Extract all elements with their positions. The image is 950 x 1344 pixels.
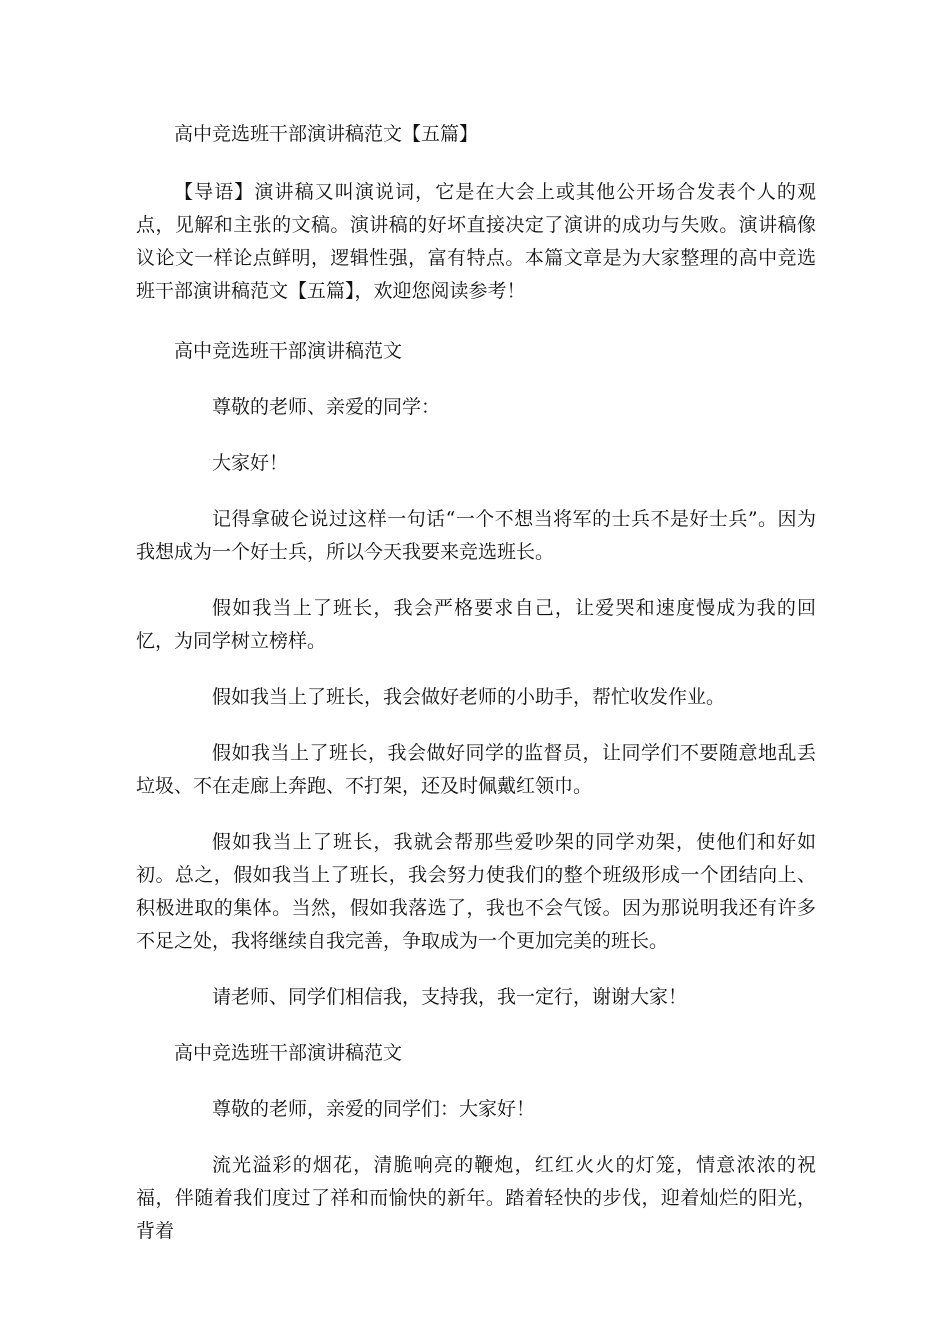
body-paragraph: 假如我当上了班长，我会做好老师的小助手，帮忙收发作业。 xyxy=(212,686,726,708)
body-paragraph: 假如我当上了班长，我会严格要求自己，让爱哭和速度慢成为我的回忆，为同学树立榜样。 xyxy=(136,597,816,652)
document-body xyxy=(136,118,816,1271)
document-title: 高中竞选班干部演讲稿范文【五篇】 xyxy=(174,123,479,145)
salutation: 尊敬的老师、亲爱的同学： xyxy=(212,396,441,418)
body-paragraph: 记得拿破仑说过这样一句话“一个不想当将军的士兵不是好士兵”。因为我想成为一个好士兵，所以今天我要来竞选班长。 xyxy=(136,508,816,563)
body-paragraph: 流光溢彩的烟花，清脆响亮的鞭炮，红红火火的灯笼，情意浓浓的祝福，伴随着我们度过了祥和而愉快的新年。踏着轻快的步伐，迎着灿烂的阳光，背着 xyxy=(136,1154,816,1242)
section-heading: 高中竞选班干部演讲稿范文 xyxy=(174,1042,403,1064)
body-paragraph: 假如我当上了班长，我就会帮那些爱吵架的同学劝架，使他们和好如初。总之，假如我当上了班长，我会努力使我们的整个班级形成一个团结向上、积极进取的集体。当然，假如我落选了，我也不会气馁。因为那说明我还有许多不足之处，我将继续自我完善，争取成为一个更加完美的班长。 xyxy=(136,831,816,952)
section-heading: 高中竞选班干部演讲稿范文 xyxy=(174,340,403,362)
salutation: 尊敬的老师，亲爱的同学们：大家好！ xyxy=(212,1098,536,1120)
closing-paragraph: 请老师、同学们相信我，支持我，我一定行，谢谢大家！ xyxy=(212,986,688,1008)
greeting: 大家好！ xyxy=(212,452,289,474)
body-paragraph: 假如我当上了班长，我会做好同学的监督员，让同学们不要随意地乱丢垃圾、不在走廊上奔跑、不打架，还及时佩戴红领巾。 xyxy=(136,742,816,797)
intro-paragraph: 【导语】演讲稿又叫演说词，它是在大会上或其他公开场合发表个人的观点，见解和主张的文稿。演讲稿的好坏直接决定了演讲的成功与失败。演讲稿像议论文一样论点鲜明，逻辑性强，富有特点。本篇文章是为大家整理的高中竞选班干部演讲稿范文【五篇】，欢迎您阅读参考！ xyxy=(136,181,816,302)
